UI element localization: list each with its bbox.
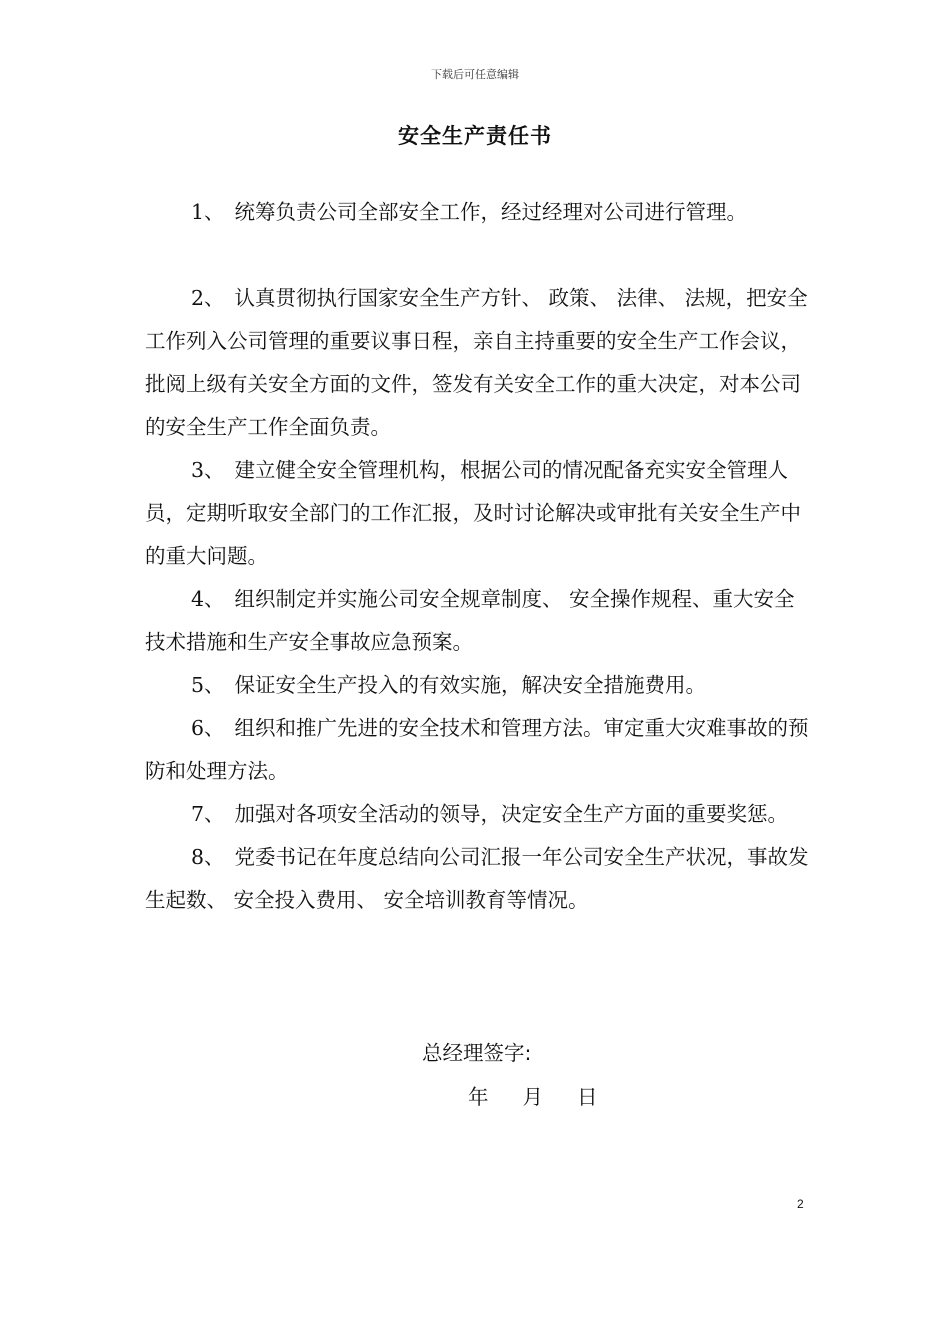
clause-number: 2、 <box>191 286 225 310</box>
clause-number: 8、 <box>191 845 225 869</box>
clause-number: 3、 <box>191 458 225 482</box>
clause-number: 5、 <box>191 673 225 697</box>
clause-text: 组织制定并实施公司安全规章制度、 安全操作规程、重大安全技术措施和生产安全事故应急预案。 <box>145 587 795 654</box>
day-label: 日 <box>577 1085 598 1109</box>
clause-1 <box>145 191 815 234</box>
date-line <box>468 1080 598 1110</box>
clause-number: 1、 <box>191 200 225 224</box>
page-number: 2 <box>797 1197 804 1211</box>
clause-2 <box>145 277 815 449</box>
clause-text: 统筹负责公司全部安全工作，经过经理对公司进行管理。 <box>234 200 748 224</box>
clause-number: 6、 <box>191 716 225 740</box>
clause-text: 党委书记在年度总结向公司汇报一年公司安全生产状况，事故发生起数、 安全投入费用、 安全培训教育等情况。 <box>145 845 809 912</box>
clause-text: 认真贯彻执行国家安全生产方针、 政策、 法律、 法规，把安全工作列入公司管理的重要议事日程，亲自主持重要的安全生产工作会议，批阅上级有关安全方面的文件，签发有关安全工作的重大决定，对本公司的安全生产工作全面负责。 <box>145 286 808 439</box>
header-note: 下载后可任意编辑 <box>431 68 519 81</box>
clause-8 <box>145 836 815 922</box>
month-label: 月 <box>522 1085 543 1109</box>
clause-6 <box>145 707 815 793</box>
clause-7 <box>145 793 815 836</box>
document-body <box>145 191 815 922</box>
clause-5 <box>145 664 815 707</box>
clause-3 <box>145 449 815 578</box>
document-title: 安全生产责任书 <box>398 124 552 148</box>
clause-number: 7、 <box>191 802 225 826</box>
year-label: 年 <box>468 1085 489 1109</box>
clause-4 <box>145 578 815 664</box>
clause-text: 保证安全生产投入的有效实施，解决安全措施费用。 <box>234 673 707 697</box>
clause-number: 4、 <box>191 587 225 611</box>
signature-label: 总经理签字: <box>422 1041 532 1065</box>
clause-text: 建立健全安全管理机构，根据公司的情况配备充实安全管理人员，定期听取安全部门的工作汇报，及时讨论解决或审批有关安全生产中的重大问题。 <box>145 458 801 568</box>
clause-text: 加强对各项安全活动的领导，决定安全生产方面的重要奖惩。 <box>234 802 789 826</box>
clause-text: 组织和推广先进的安全技术和管理方法。审定重大灾难事故的预防和处理方法。 <box>145 716 809 783</box>
